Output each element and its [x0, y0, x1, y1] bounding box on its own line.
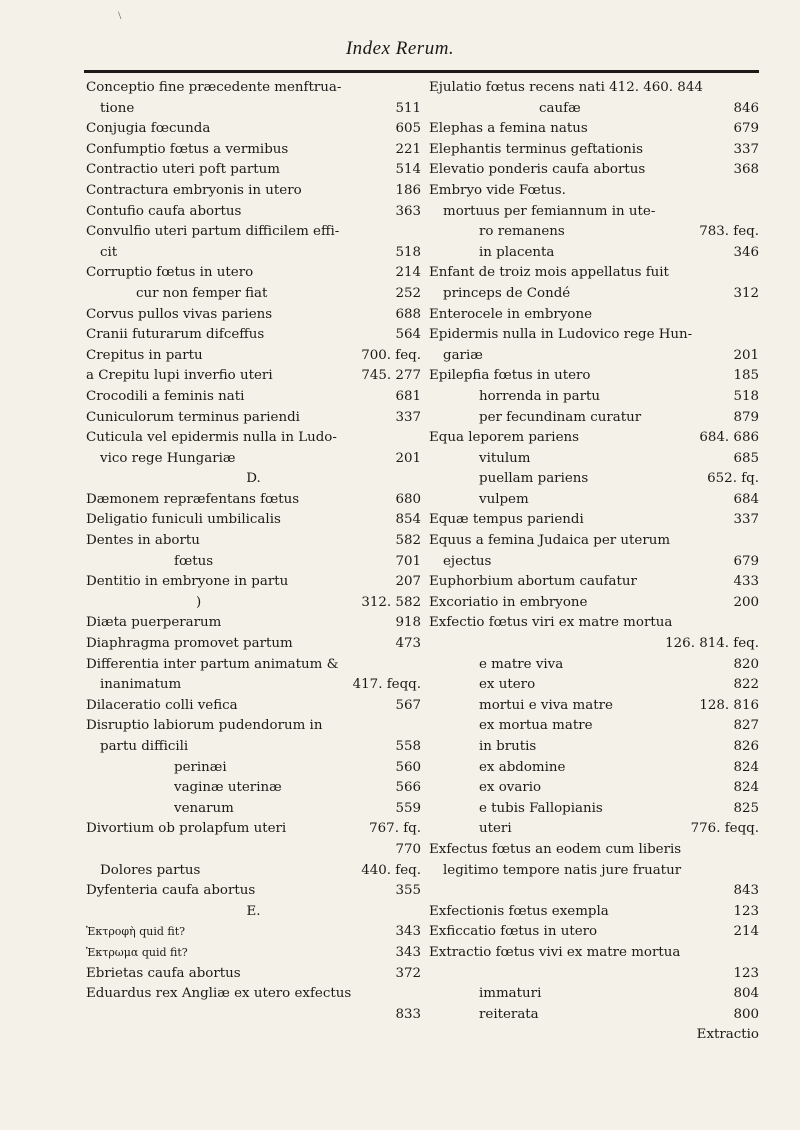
entry-term: Dentitio in embryone in partu [86, 574, 289, 590]
index-entry [429, 613, 759, 634]
entry-term: vulpem [479, 491, 529, 507]
entry-page-ref: 776. feqq. [690, 821, 759, 837]
entry-page-ref: 605 [395, 121, 421, 137]
entry-term: horrenda in partu [479, 388, 600, 404]
entry-term: e matre viva [479, 656, 564, 672]
entry-page-ref: 833 [395, 1006, 421, 1022]
index-entry [86, 78, 421, 99]
entry-term: puellam pariens [479, 471, 589, 487]
index-entry [86, 778, 421, 799]
index-entry [429, 99, 759, 120]
entry-page-ref: 312 [733, 285, 759, 301]
entry-term: Ebrietas caufa abortus [86, 965, 241, 981]
index-entry [86, 119, 421, 140]
index-entry [429, 572, 759, 593]
entry-term: Convulfio uteri partum difficilem effi- [86, 224, 340, 240]
entry-page-ref: 783. feq. [699, 224, 759, 240]
entry-page-ref: 201 [733, 347, 759, 363]
entry-term: Embryo vide Fœtus. [429, 182, 566, 198]
index-entry [429, 593, 759, 614]
entry-term: Conceptio fine præcedente menftrua- [86, 80, 342, 95]
entry-page-ref: 128. 816 [699, 697, 759, 713]
index-entry [86, 222, 421, 243]
entry-term: Exfectionis fœtus exempla [429, 903, 609, 919]
entry-page-ref: 685 [733, 450, 759, 466]
entry-term: D. [246, 471, 261, 487]
index-entry [86, 263, 421, 284]
index-entry [86, 387, 421, 408]
index-entry [429, 243, 759, 264]
entry-term: Crocodili a feminis nati [86, 388, 245, 404]
entry-term: Dilaceratio colli vefica [86, 697, 238, 713]
index-entry [86, 696, 421, 717]
entry-page-ref: 417. feqq. [352, 677, 421, 693]
index-entry [429, 675, 759, 696]
running-head: Index Rerum. [345, 38, 455, 59]
index-entry [429, 202, 759, 223]
entry-term: cur non femper fiat [136, 285, 268, 301]
index-entry [86, 99, 421, 120]
entry-page-ref: 473 [395, 636, 421, 652]
entry-page-ref: 701 [395, 553, 421, 569]
entry-term: Cuniculorum terminus pariendi [86, 409, 300, 425]
entry-term: immaturi [479, 986, 542, 1002]
entry-page-ref: 679 [733, 553, 759, 569]
entry-page-ref: 688 [395, 306, 421, 322]
index-entry [429, 984, 759, 1005]
index-entry [429, 408, 759, 429]
entry-term: uteri [479, 821, 512, 837]
entry-term: Corruptio fœtus in utero [86, 265, 254, 281]
entry-term: Epidermis nulla in Ludovico rege Hun- [429, 327, 693, 343]
entry-page-ref: 804 [733, 986, 759, 1002]
entry-term: Contufio caufa abortus [86, 203, 242, 219]
entry-term: vitulum [479, 450, 531, 466]
entry-term: Exfectio fœtus viri ex matre mortua [429, 615, 673, 631]
entry-term: Disruptio labiorum pudendorum in [86, 718, 323, 734]
entry-page-ref: 433 [733, 574, 759, 590]
entry-term: Corvus pullos vivas pariens [86, 306, 273, 322]
entry-term: Enfant de troiz mois appellatus fuit [429, 265, 669, 281]
index-entry [429, 428, 759, 449]
index-entry [429, 284, 759, 305]
index-entry [429, 469, 759, 490]
entry-page-ref: 879 [733, 409, 759, 425]
index-entry [86, 799, 421, 820]
header-rule [84, 70, 759, 73]
index-entry [86, 346, 421, 367]
entry-page-ref: 221 [395, 141, 421, 157]
entry-term: fœtus [174, 553, 214, 569]
entry-page-ref: 745. 277 [361, 368, 421, 384]
entry-term: Conjugia fœcunda [86, 121, 211, 137]
entry-term: Epilepfia fœtus in utero [429, 368, 591, 384]
entry-page-ref: 214 [395, 265, 421, 281]
entry-term: Deligatio funiculi umbilicalis [86, 512, 281, 528]
index-entry [86, 819, 421, 840]
index-entry [429, 922, 759, 943]
entry-page-ref: 337 [733, 512, 759, 528]
entry-page-ref: 825 [733, 800, 759, 816]
index-entry [429, 140, 759, 161]
entry-term: Dyfenteria caufa abortus [86, 883, 256, 899]
entry-term: in placenta [479, 244, 555, 260]
entry-page-ref: 558 [395, 739, 421, 754]
entry-page-ref: 564 [395, 327, 421, 343]
entry-page-ref: 824 [733, 759, 759, 775]
entry-term: Euphorbium abortum caufatur [429, 574, 637, 590]
index-entry [86, 861, 421, 882]
entry-page-ref: 372 [395, 965, 421, 981]
index-entry [429, 799, 759, 820]
entry-term: a Crepitu lupi inverfio uteri [86, 368, 273, 384]
entry-page-ref: 346 [733, 244, 759, 260]
entry-page-ref: 518 [733, 388, 759, 404]
index-entry [429, 325, 759, 346]
entry-page-ref: 514 [395, 162, 421, 178]
index-entry [86, 140, 421, 161]
entry-term: perinæi [174, 759, 227, 775]
index-entry [86, 840, 421, 861]
entry-page-ref: 560 [395, 759, 421, 775]
index-entry [429, 490, 759, 511]
entry-page-ref: 700. feq. [361, 347, 421, 363]
index-entry [429, 840, 759, 861]
entry-page-ref: 363 [395, 203, 421, 219]
entry-page-ref: 854 [395, 512, 421, 528]
index-entry [429, 531, 759, 552]
entry-term: E. [246, 903, 261, 919]
entry-term: Eduardus rex Angliæ ex utero exfectus [86, 986, 352, 1002]
entry-term: Differentia inter partum animatum & [86, 656, 339, 672]
entry-term: reiterata [479, 1006, 539, 1022]
top-mark: \ [118, 8, 122, 22]
entry-page-ref: 826 [733, 739, 759, 754]
entry-page-ref: 681 [395, 388, 421, 404]
index-entry [86, 1005, 421, 1026]
entry-term: ex ovario [479, 780, 542, 796]
index-entry [86, 243, 421, 264]
index-entry [429, 1005, 759, 1026]
entry-term: gariæ [443, 347, 483, 363]
entry-term: Elephas a femina natus [429, 121, 588, 137]
index-entry [86, 181, 421, 202]
index-entry [86, 202, 421, 223]
entry-term: Contractura embryonis in utero [86, 182, 302, 198]
entry-page-ref: 846 [733, 100, 759, 116]
entry-page-ref: 312. 582 [361, 594, 421, 610]
entry-term: Equa leporem pariens [429, 430, 579, 446]
index-entry [429, 696, 759, 717]
entry-page-ref: 518 [395, 244, 421, 260]
entry-page-ref: 767. fq. [369, 821, 421, 837]
entry-term: Dæmonem repræfentans fœtus [86, 491, 300, 507]
index-entry [86, 634, 421, 655]
entry-page-ref: 843 [733, 883, 759, 899]
index-entry [429, 119, 759, 140]
entry-term: Enterocele in embryone [429, 306, 592, 322]
entry-page-ref: 824 [733, 780, 759, 796]
index-entry [429, 1025, 759, 1046]
index-entry [86, 449, 421, 470]
entry-page-ref: 567 [395, 697, 421, 713]
index-entry [86, 366, 421, 387]
entry-term: e tubis Fallopianis [479, 800, 603, 816]
entry-page-ref: 827 [733, 718, 759, 734]
index-entry [86, 428, 421, 449]
entry-term: venarum [174, 800, 234, 816]
index-entry [86, 593, 421, 614]
index-entry [429, 222, 759, 243]
entry-term: legitimo tempore natis jure fruatur [443, 862, 682, 878]
entry-page-ref: 770 [395, 841, 421, 857]
entry-term: Ἐκτροφὴ quid fit? [86, 925, 186, 939]
index-entry [86, 984, 421, 1005]
entry-term: in brutis [479, 739, 537, 754]
entry-term: ex utero [479, 677, 536, 693]
entry-page-ref: 123 [733, 903, 759, 919]
entry-term: caufæ [539, 100, 581, 116]
index-entry [429, 964, 759, 985]
index-entry [429, 263, 759, 284]
entry-page-ref: 679 [733, 121, 759, 137]
index-entry [86, 469, 421, 490]
entry-term: tione [100, 100, 135, 116]
entry-page-ref: 337 [395, 409, 421, 425]
entry-term: Dolores partus [100, 862, 201, 878]
index-entry [429, 737, 759, 758]
entry-term: ro remanens [479, 224, 565, 240]
entry-page-ref: 566 [395, 780, 421, 796]
entry-term: Ejulatio fœtus recens nati 412. 460. 844 [429, 80, 703, 95]
entry-page-ref: 680 [395, 491, 421, 507]
entry-page-ref: 652. fq. [707, 471, 759, 487]
entry-page-ref: 918 [395, 615, 421, 631]
entry-term: per fecundinam curatur [479, 409, 642, 425]
index-entry [86, 964, 421, 985]
entry-page-ref: 582 [395, 533, 421, 549]
entry-term: Extractio [696, 1027, 759, 1043]
entry-term: Contractio uteri poft partum [86, 162, 280, 178]
index-entry [429, 819, 759, 840]
index-entry [429, 78, 759, 99]
entry-page-ref: 207 [395, 574, 421, 590]
index-entry [86, 881, 421, 902]
index-entry [429, 716, 759, 737]
index-entry [86, 922, 421, 943]
entry-term: Exficcatio fœtus in utero [429, 924, 598, 940]
index-entry [86, 552, 421, 573]
entry-term: Elevatio ponderis caufa abortus [429, 162, 646, 178]
entry-page-ref: 684 [733, 491, 759, 507]
index-entry [86, 613, 421, 634]
entry-term: mortuus per femiannum in ute- [443, 203, 656, 219]
entry-page-ref: 185 [733, 368, 759, 384]
index-entry [86, 737, 421, 758]
entry-page-ref: 214 [733, 924, 759, 940]
index-column-left [86, 78, 421, 1025]
index-entry [429, 943, 759, 964]
entry-term: Equus a femina Judaica per uterum [429, 533, 671, 549]
index-entry [86, 305, 421, 326]
entry-term: ejectus [443, 553, 492, 569]
index-entry [86, 490, 421, 511]
entry-term: vico rege Hungariæ [100, 450, 236, 466]
entry-term: cit [100, 244, 118, 260]
entry-page-ref: 800 [733, 1006, 759, 1022]
index-column-right [429, 78, 759, 1046]
index-entry [86, 758, 421, 779]
index-entry [86, 655, 421, 676]
index-entry [86, 160, 421, 181]
entry-term: vaginæ uterinæ [174, 780, 282, 796]
entry-term: Dentes in abortu [86, 533, 200, 549]
index-entry [429, 881, 759, 902]
entry-term: princeps de Condé [443, 285, 571, 301]
entry-page-ref: 186 [395, 182, 421, 198]
entry-term: ex mortua matre [479, 718, 593, 734]
entry-term: ) [196, 594, 202, 610]
entry-page-ref: 440. feq. [361, 862, 421, 878]
entry-term: Equæ tempus pariendi [429, 512, 584, 528]
index-entry [429, 181, 759, 202]
entry-page-ref: 820 [733, 656, 759, 672]
index-entry [86, 675, 421, 696]
entry-page-ref: 559 [395, 800, 421, 816]
index-entry [429, 366, 759, 387]
entry-term: Elephantis terminus geftationis [429, 141, 643, 157]
index-entry [86, 510, 421, 531]
index-entry [86, 531, 421, 552]
entry-term: Extractio fœtus vivi ex matre mortua [429, 944, 681, 960]
entry-page-ref: 126. 814. feq. [665, 636, 759, 652]
entry-page-ref: 200 [733, 594, 759, 610]
index-entry [86, 325, 421, 346]
entry-term: Crepitus in partu [86, 347, 203, 363]
entry-page-ref: 343 [395, 924, 421, 940]
entry-page-ref: 252 [395, 285, 421, 301]
index-entry [86, 284, 421, 305]
index-entry [86, 408, 421, 429]
entry-page-ref: 368 [733, 162, 759, 178]
entry-term: Excoriatio in embryone [429, 594, 588, 610]
entry-term: Cuticula vel epidermis nulla in Ludo- [86, 430, 337, 446]
entry-page-ref: 201 [395, 450, 421, 466]
entry-page-ref: 684. 686 [699, 430, 759, 446]
entry-page-ref: 343 [395, 944, 421, 960]
index-entry [86, 716, 421, 737]
index-entry [86, 902, 421, 923]
index-entry [429, 387, 759, 408]
index-entry [429, 634, 759, 655]
index-entry [429, 778, 759, 799]
index-entry [429, 552, 759, 573]
index-entry [429, 902, 759, 923]
entry-term: Diæta puerperarum [86, 615, 222, 631]
index-entry [429, 346, 759, 367]
entry-term: inanimatum [100, 677, 182, 693]
index-entry [86, 943, 421, 964]
entry-term: partu difficili [100, 739, 189, 754]
entry-term: mortui e viva matre [479, 697, 613, 713]
index-entry [429, 861, 759, 882]
index-entry [429, 449, 759, 470]
entry-term: Cranii futurarum difceffus [86, 327, 265, 343]
index-entry [429, 655, 759, 676]
entry-page-ref: 355 [395, 883, 421, 899]
index-entry [429, 160, 759, 181]
index-entry [429, 305, 759, 326]
entry-term: Exfectus fœtus an eodem cum liberis [429, 841, 682, 857]
index-entry [86, 572, 421, 593]
entry-page-ref: 337 [733, 141, 759, 157]
entry-page-ref: 123 [733, 965, 759, 981]
entry-term: Divortium ob prolapfum uteri [86, 821, 287, 837]
index-entry [429, 510, 759, 531]
entry-page-ref: 511 [395, 100, 421, 116]
entry-term: ex abdomine [479, 759, 566, 775]
index-entry [429, 758, 759, 779]
entry-term: Ἐκτρωμα quid fit? [86, 945, 188, 959]
entry-term: Diaphragma promovet partum [86, 636, 293, 652]
entry-term: Confumptio fœtus a vermibus [86, 141, 289, 157]
entry-page-ref: 822 [733, 677, 759, 693]
